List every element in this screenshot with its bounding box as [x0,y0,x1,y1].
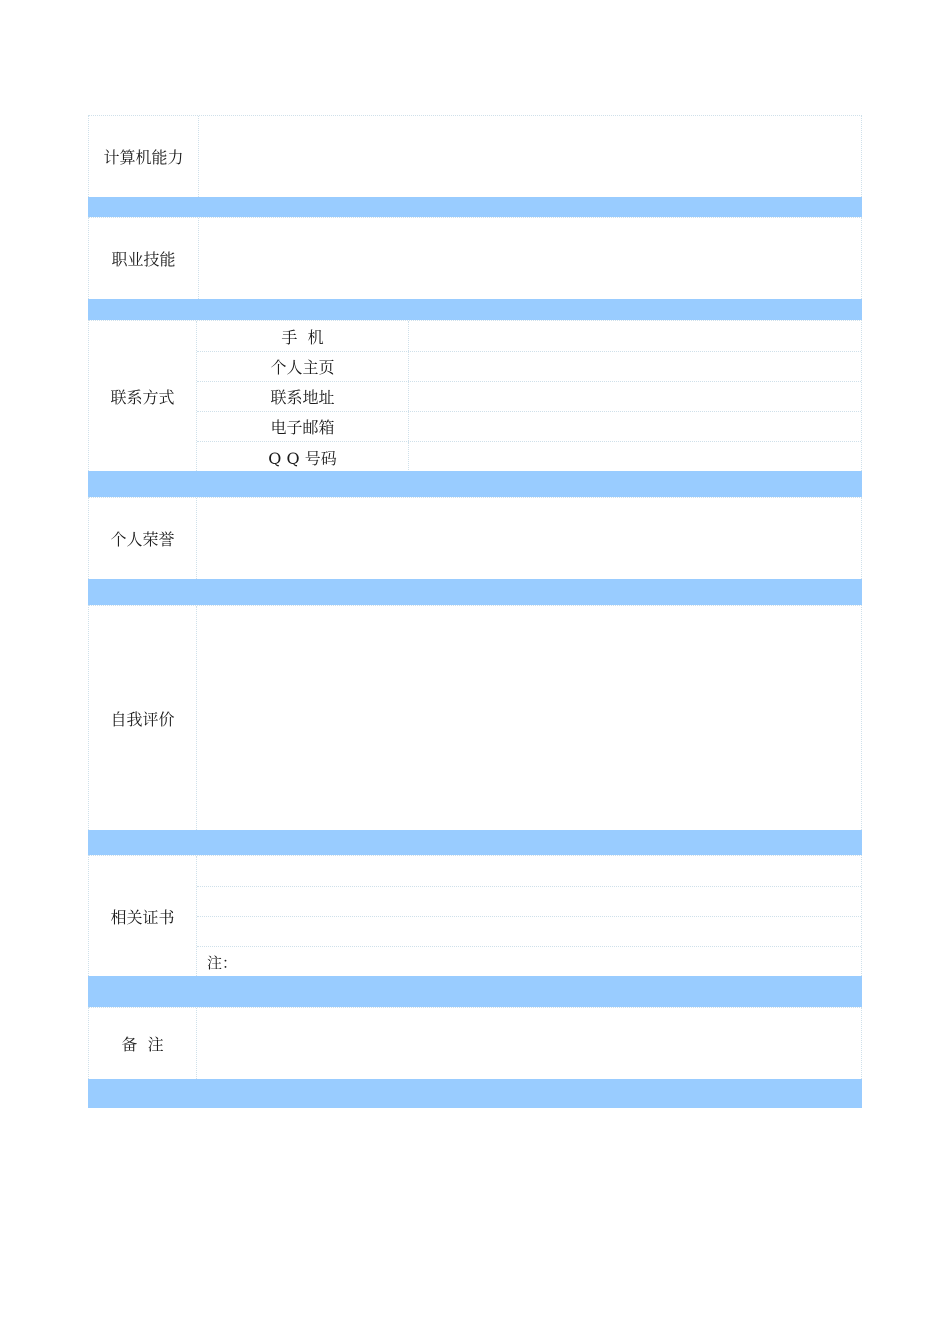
contact-field-phone [197,321,861,352]
address-value[interactable] [409,382,861,411]
phone-value[interactable] [409,321,861,351]
self-evaluation-content[interactable] [197,606,861,830]
certificate-line[interactable] [197,856,861,887]
section-divider-band [88,197,862,217]
honors-content[interactable] [197,498,861,579]
contact-field-email [197,412,861,442]
certificates-row [88,855,862,976]
section-divider-band [88,579,862,605]
self-evaluation-row [88,605,862,830]
homepage-label: 个人主页 [197,352,409,381]
computer-skills-row [88,115,862,197]
certificates-lines [197,856,861,976]
section-divider-band [88,830,862,855]
contact-field-qq [197,442,861,472]
computer-skills-content[interactable] [199,116,861,197]
contact-fields [197,321,861,471]
contact-field-homepage [197,352,861,382]
contact-field-address [197,382,861,412]
remarks-content[interactable] [197,1008,861,1079]
contact-label: 联系方式 [89,321,197,471]
computer-skills-label: 计算机能力 [89,116,199,197]
email-value[interactable] [409,412,861,441]
remarks-label: 备 注 [89,1008,197,1079]
professional-skills-row [88,217,862,299]
address-label: 联系地址 [197,382,409,411]
contact-row [88,320,862,471]
homepage-value[interactable] [409,352,861,381]
self-evaluation-label: 自我评价 [89,606,197,830]
qq-label: Q Q 号码 [197,442,409,472]
section-divider-band [88,1079,862,1108]
phone-label: 手 机 [197,321,409,351]
section-divider-band [88,299,862,320]
certificates-note: 注： [207,953,238,972]
professional-skills-content[interactable] [199,218,861,299]
certificates-label: 相关证书 [89,856,197,976]
section-divider-band [88,471,862,497]
remarks-row [88,1007,862,1079]
certificate-line[interactable] [197,917,861,947]
email-label: 电子邮箱 [197,412,409,441]
qq-value[interactable] [409,442,861,472]
honors-row [88,497,862,579]
professional-skills-label: 职业技能 [89,218,199,299]
section-divider-band [88,976,862,1007]
certificate-line[interactable] [197,887,861,917]
honors-label: 个人荣誉 [89,498,197,579]
